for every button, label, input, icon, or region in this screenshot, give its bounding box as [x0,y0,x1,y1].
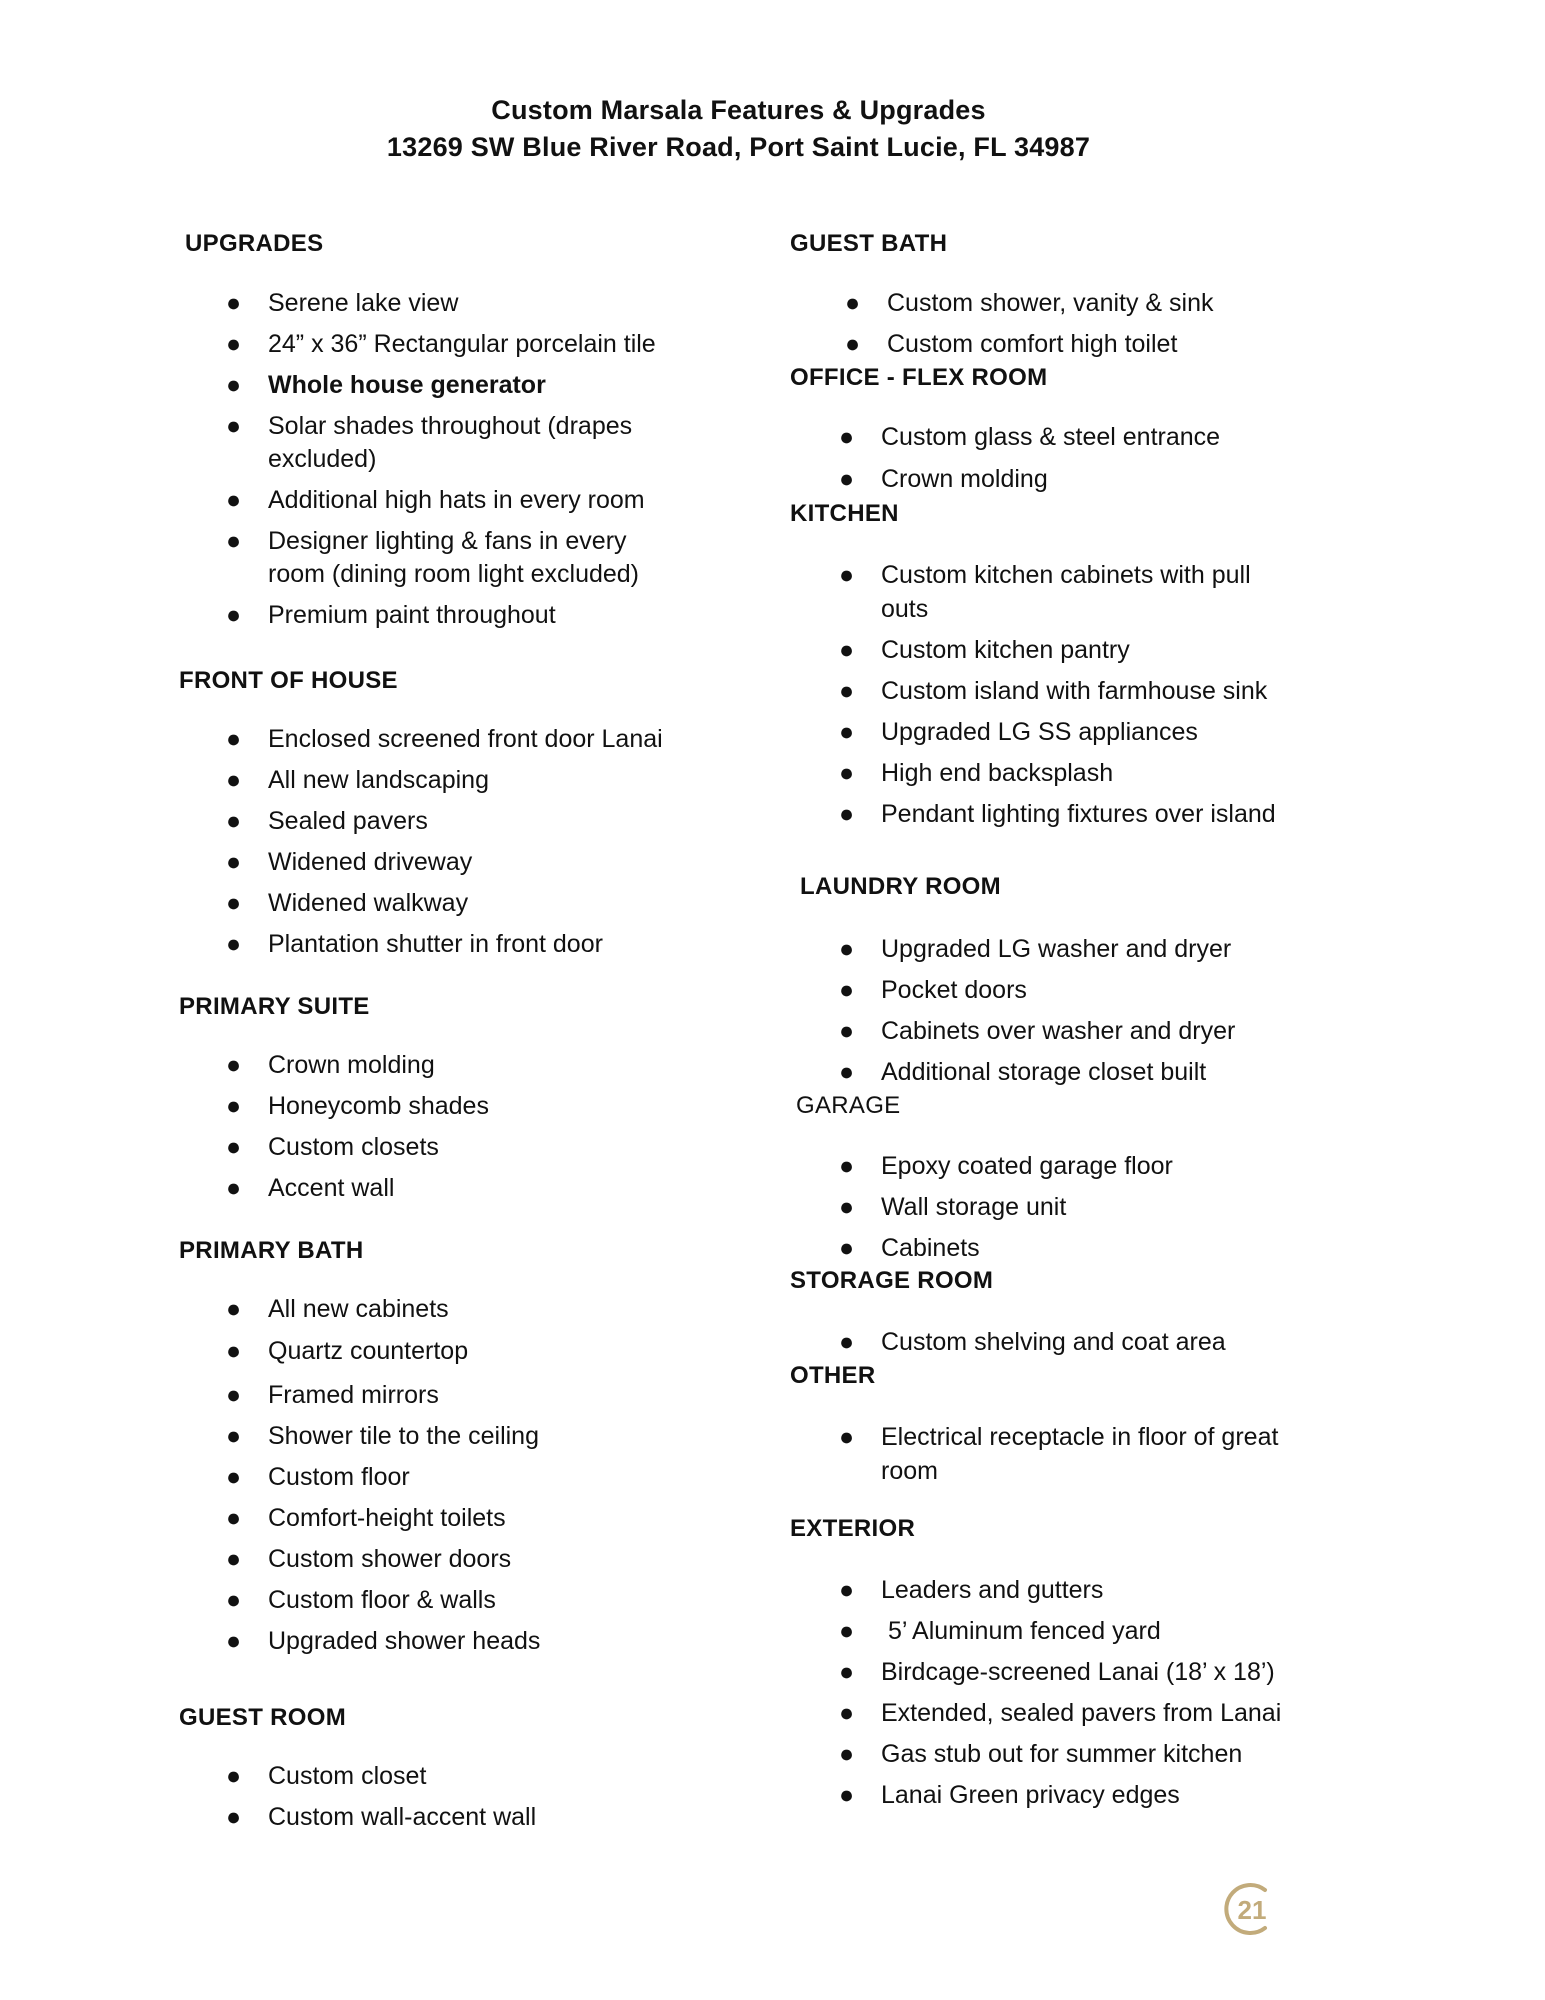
bullet-icon: ● [226,1295,242,1323]
bullet-icon: ● [839,1576,855,1604]
century21-logo-icon [1221,1880,1279,1938]
section-heading-primary-bath: PRIMARY BATH [179,1237,364,1264]
list-item: ● Additional storage closet built [881,1055,1206,1089]
bullet-icon: ● [226,889,242,917]
list-item: ● Custom kitchen cabinets with pull [881,558,1251,592]
list-item: ● Additional high hats in every room [268,483,645,517]
list-item: ● Cabinets [881,1231,980,1265]
section-heading-upgrades: UPGRADES [185,230,324,257]
list-item: ● Shower tile to the ceiling [268,1419,539,1453]
section-heading-laundry-room: LAUNDRY ROOM [800,873,1001,900]
section-heading-other: OTHER [790,1362,876,1389]
list-item: ● Whole house generator [268,368,546,402]
bullet-icon: ● [839,423,855,451]
section-heading-exterior: EXTERIOR [790,1515,916,1542]
bullet-icon: ● [226,371,242,399]
section-heading-guest-bath: GUEST BATH [790,230,948,257]
list-item: ● Custom island with farmhouse sink [881,674,1267,708]
list-item: ● Accent wall [268,1171,394,1205]
bullet-icon: ● [226,486,242,514]
list-item: ● Cabinets over washer and dryer [881,1014,1235,1048]
list-item: ● Leaders and gutters [881,1573,1103,1607]
list-item: ● Extended, sealed pavers from Lanai [881,1696,1281,1730]
bullet-icon: ● [226,848,242,876]
bullet-icon: ● [839,1658,855,1686]
list-item: ● Pendant lighting fixtures over island [881,797,1276,831]
bullet-icon: ● [839,1699,855,1727]
bullet-icon: ● [839,800,855,828]
list-item: ● Lanai Green privacy edges [881,1778,1180,1812]
bullet-icon: ● [226,725,242,753]
list-item: ● Solar shades throughout (drapes [268,409,632,443]
bullet-icon: ● [226,330,242,358]
section-heading-storage-room: STORAGE ROOM [790,1267,994,1294]
bullet-icon: ● [839,465,855,493]
bullet-icon: ● [226,1337,242,1365]
bullet-icon: ● [839,1017,855,1045]
list-item: ● 5’ Aluminum fenced yard [881,1614,1161,1648]
bullet-icon: ● [226,766,242,794]
bullet-icon: ● [226,807,242,835]
bullet-icon: ● [845,289,861,317]
logo-text: 21 [1237,1895,1267,1925]
bullet-icon: ● [839,1328,855,1356]
bullet-icon: ● [839,718,855,746]
list-item: ● Widened driveway [268,845,472,879]
list-item: ● Framed mirrors [268,1378,439,1412]
list-item-continuation: outs [881,595,929,623]
list-item-continuation: excluded) [268,445,377,473]
list-item: ● High end backsplash [881,756,1113,790]
list-item: ● Birdcage-screened Lanai (18’ x 18’) [881,1655,1275,1689]
list-item: ● Custom wall-accent wall [268,1800,536,1834]
bullet-icon: ● [839,976,855,1004]
bullet-icon: ● [839,677,855,705]
bullet-icon: ● [226,930,242,958]
bullet-icon: ● [226,1092,242,1120]
bullet-icon: ● [226,1762,242,1790]
list-item: ● Custom floor [268,1460,410,1494]
section-heading-guest-room: GUEST ROOM [179,1704,347,1731]
bullet-icon: ● [839,935,855,963]
list-item: ● Pocket doors [881,973,1027,1007]
bullet-icon: ● [226,1463,242,1491]
bullet-icon: ● [226,1803,242,1831]
list-item: ● All new cabinets [268,1292,449,1326]
list-item-continuation: room [881,1457,938,1485]
list-item-continuation: room (dining room light excluded) [268,560,640,588]
bullet-icon: ● [839,1193,855,1221]
bullet-icon: ● [845,330,861,358]
section-heading-kitchen: KITCHEN [790,500,899,527]
list-item: ● Custom shower, vanity & sink [887,286,1214,320]
list-item: ● Widened walkway [268,886,468,920]
list-item: ● Premium paint throughout [268,598,556,632]
section-heading-garage: GARAGE [796,1092,901,1119]
bullet-icon: ● [226,1174,242,1202]
bullet-icon: ● [226,1545,242,1573]
list-item: ● Designer lighting & fans in every [268,524,627,558]
bullet-icon: ● [839,1234,855,1262]
bullet-icon: ● [226,1627,242,1655]
list-item: ● Custom closet [268,1759,426,1793]
bullet-icon: ● [226,412,242,440]
bullet-icon: ● [226,527,242,555]
list-item: ● Upgraded LG washer and dryer [881,932,1231,966]
bullet-icon: ● [226,1422,242,1450]
list-item: ● Comfort-height toilets [268,1501,506,1535]
bullet-icon: ● [839,759,855,787]
bullet-icon: ● [839,1058,855,1086]
bullet-icon: ● [839,636,855,664]
list-item: ● Sealed pavers [268,804,428,838]
list-item: ● Custom floor & walls [268,1583,496,1617]
list-item: ● Wall storage unit [881,1190,1066,1224]
list-item: ● Crown molding [881,462,1048,496]
bullet-icon: ● [226,1381,242,1409]
list-item: ● Custom comfort high toilet [887,327,1177,361]
list-item: ● All new landscaping [268,763,489,797]
bullet-icon: ● [839,1152,855,1180]
section-heading-office-flex-room: OFFICE - FLEX ROOM [790,364,1048,391]
bullet-icon: ● [226,1133,242,1161]
list-item: ● Quartz countertop [268,1334,468,1368]
bullet-icon: ● [839,1781,855,1809]
section-heading-primary-suite: PRIMARY SUITE [179,993,370,1020]
bullet-icon: ● [226,1586,242,1614]
bullet-icon: ● [226,1504,242,1532]
list-item: ● 24” x 36” Rectangular porcelain tile [268,327,656,361]
list-item: ● Custom glass & steel entrance [881,420,1220,454]
list-item: ● Enclosed screened front door Lanai [268,722,663,756]
list-item: ● Crown molding [268,1048,435,1082]
bullet-icon: ● [226,1051,242,1079]
document-title: Custom Marsala Features & Upgrades [491,95,986,125]
list-item: ● Upgraded LG SS appliances [881,715,1198,749]
list-item: ● Upgraded shower heads [268,1624,540,1658]
list-item: ● Electrical receptacle in floor of great [881,1420,1278,1454]
bullet-icon: ● [226,289,242,317]
list-item: ● Plantation shutter in front door [268,927,603,961]
list-item: ● Honeycomb shades [268,1089,489,1123]
bullet-icon: ● [839,1423,855,1451]
list-item: ● Custom shower doors [268,1542,511,1576]
bullet-icon: ● [839,1740,855,1768]
list-item: ● Serene lake view [268,286,458,320]
list-item: ● Gas stub out for summer kitchen [881,1737,1242,1771]
list-item: ● Custom shelving and coat area [881,1325,1226,1359]
bullet-icon: ● [839,1617,855,1645]
list-item: ● Custom kitchen pantry [881,633,1130,667]
bullet-icon: ● [226,601,242,629]
list-item: ● Epoxy coated garage floor [881,1149,1173,1183]
list-item: ● Custom closets [268,1130,439,1164]
bullet-icon: ● [839,561,855,589]
property-address: 13269 SW Blue River Road, Port Saint Lucie, FL 34987 [386,132,1091,162]
section-heading-front-of-house: FRONT OF HOUSE [179,667,398,694]
